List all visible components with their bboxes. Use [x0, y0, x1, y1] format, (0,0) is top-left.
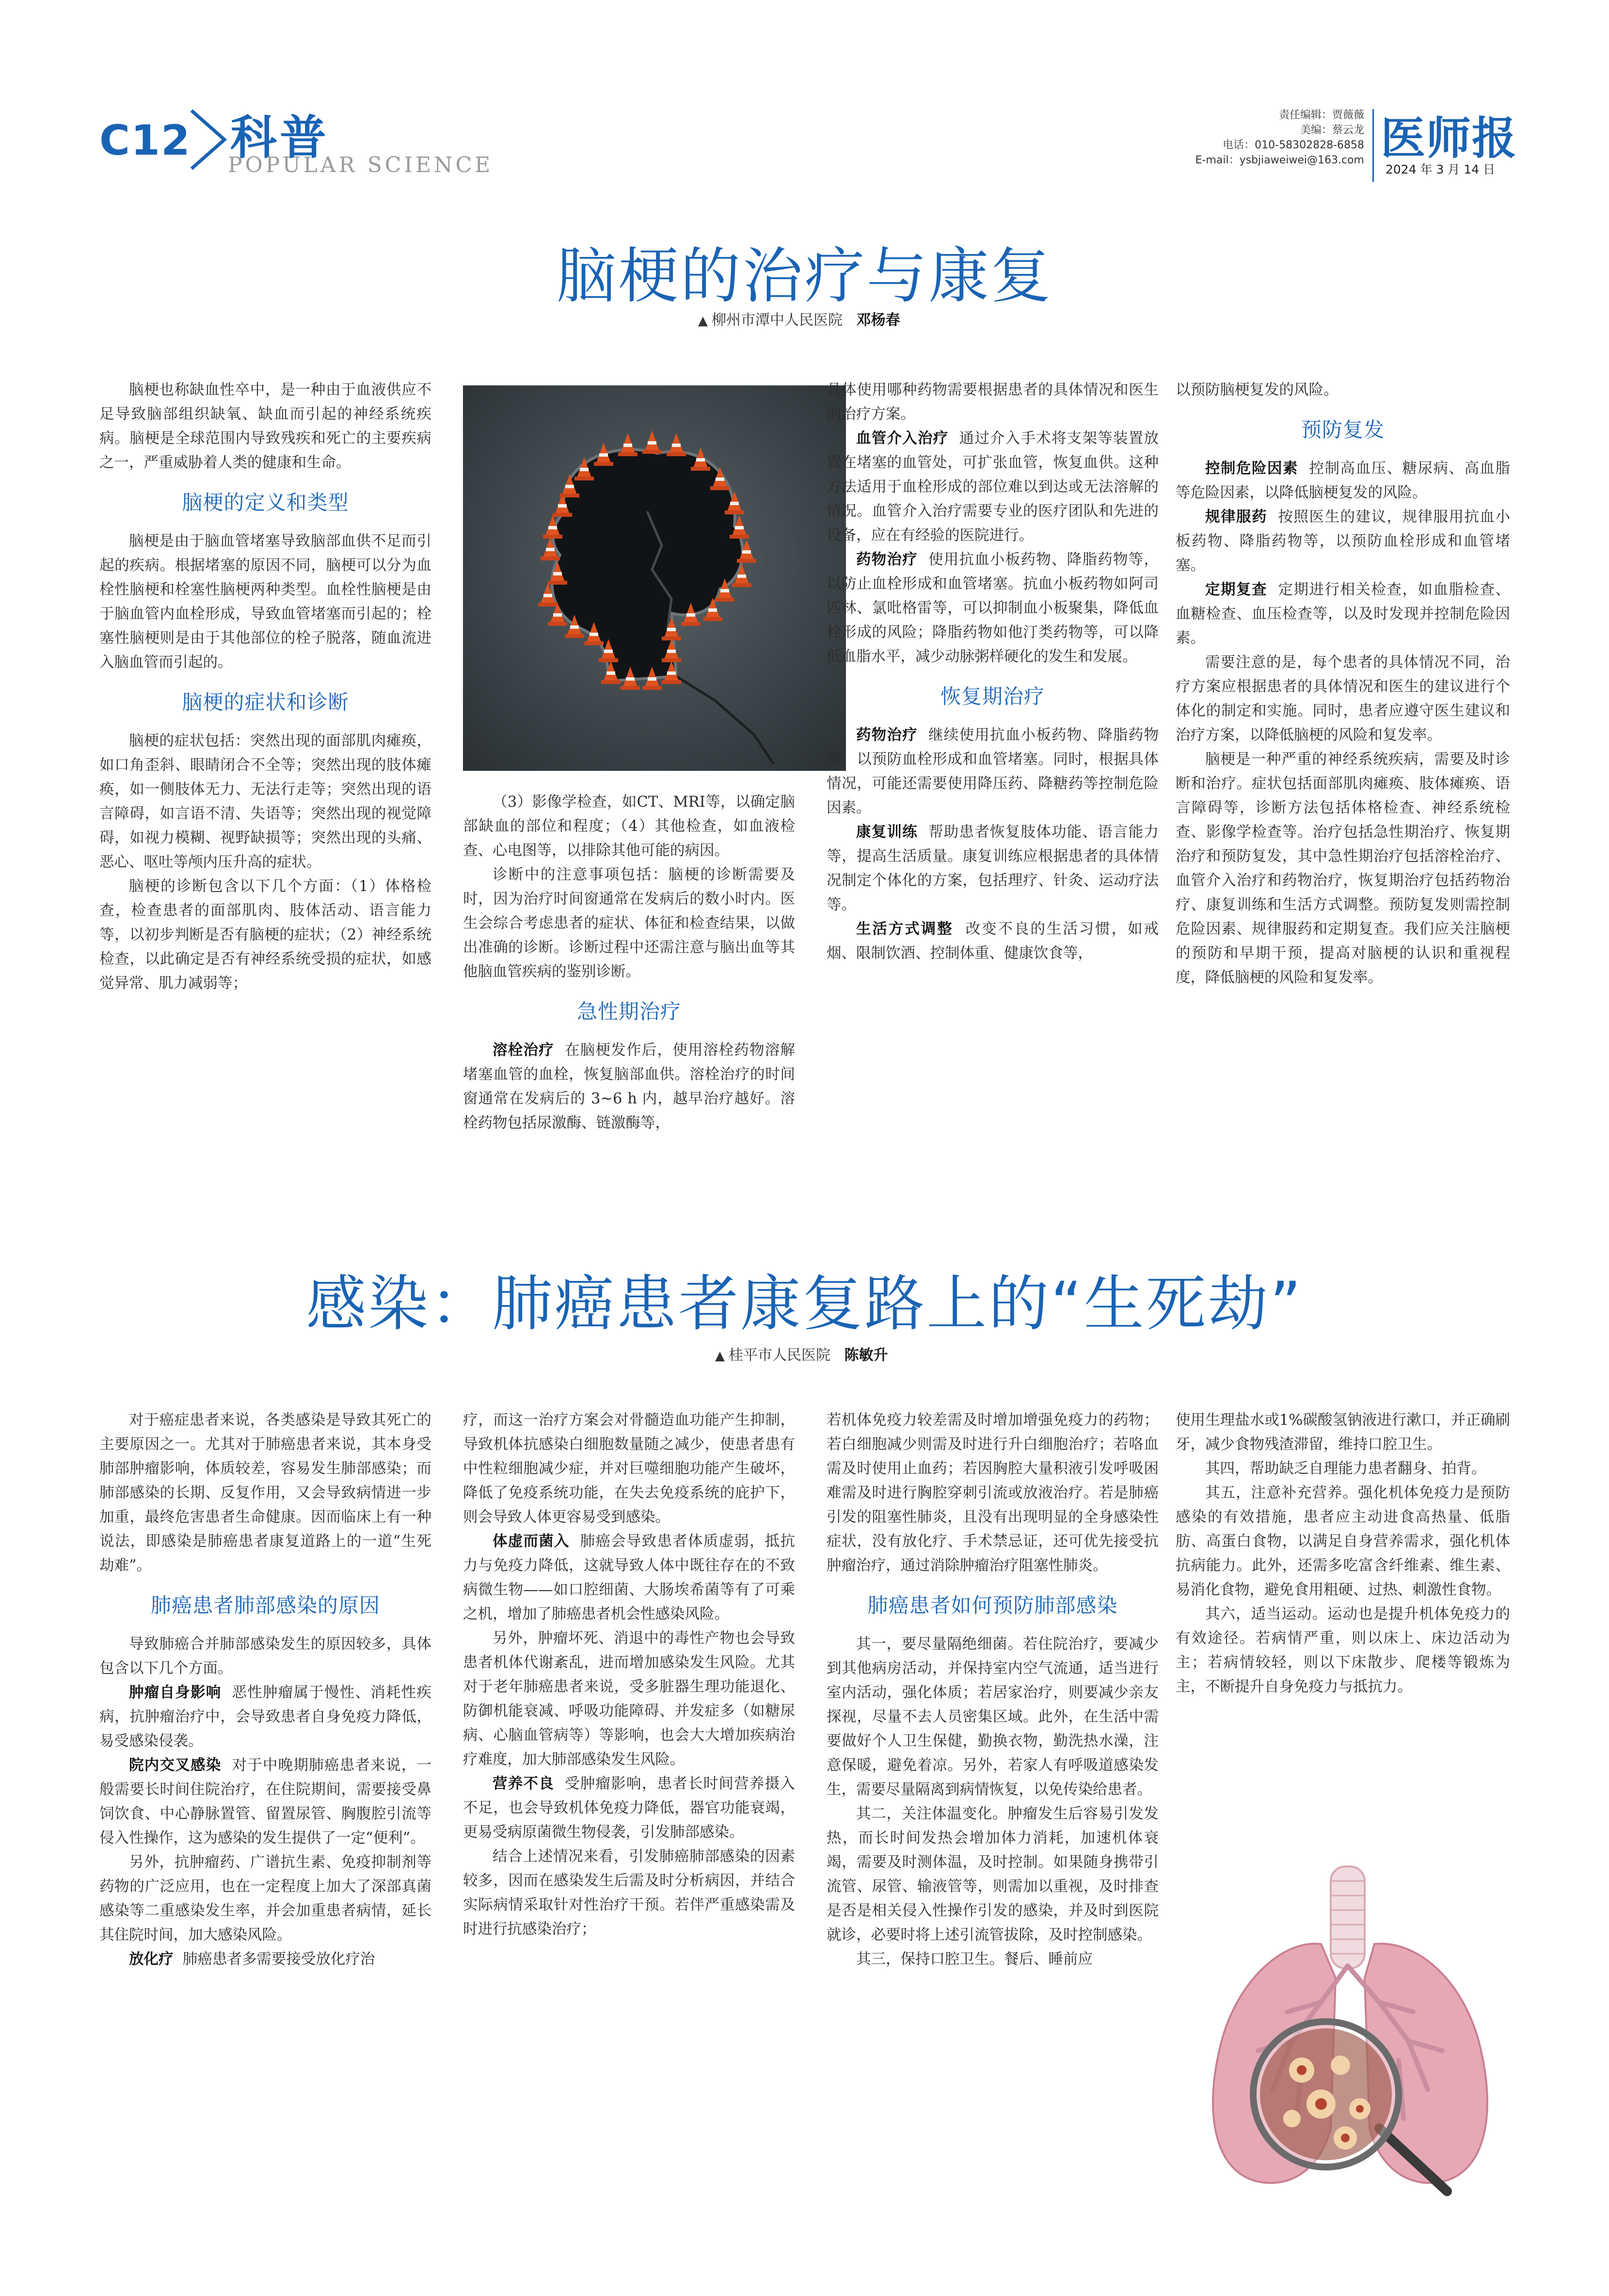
article1-byline	[698, 308, 900, 329]
paragraph: 其三，保持口腔卫生。餐后、睡前应	[856, 1951, 1093, 1968]
paragraph-text: 恶性肿瘤属于慢性、消耗性疾病，抗肿瘤治疗中，会导致患者自身免疫力降低，易受感染侵袭。	[99, 1684, 431, 1750]
article2-column-1	[99, 1408, 431, 2232]
paragraph	[1176, 578, 1510, 651]
paragraph-text: 帮助患者恢复肢体功能、语言能力等，提高生活质量。康复训练应根据患者的具体情况制定个体化的方案，包括理疗、针灸、运动疗法等。	[827, 824, 1159, 913]
paragraph-label: 肿瘤自身影响	[129, 1684, 222, 1701]
paragraph: 其六，适当运动。运动也是提升机体免疫力的有效途径。若病情严重，则以床上、床边活动为主；若病情较轻，则以下床散步、爬楼等锻炼为主，不断提升自身免疫力与抵抗力。	[1176, 1606, 1510, 1695]
paragraph-text: 使用抗血小板药物、降脂药物等，以防止血栓形成和血管堵塞。抗血小板药物如阿司匹林、氯吡格雷等，可以抑制血小板聚集，降低血栓形成的风险；降脂药物如他汀类药物等，可以降低血脂水平，减少动脉粥样硬化的发生和发展。	[827, 551, 1159, 665]
byline-author: 邓杨春	[856, 312, 900, 329]
paragraph: 脑梗也称缺血性卒中，是一种由于血液供应不足导致脑部组织缺氧、缺血而引起的神经系统疾病。脑梗是全球范围内导致残疾和死亡的主要疾病之一，严重威胁着人类的健康和生命。	[99, 382, 431, 471]
paragraph	[827, 820, 1159, 917]
paragraph: 疗，而这一治疗方案会对骨髓造血功能产生抑制，导致机体抗感染白细胞数量随之减少，使患者患有中性粒细胞减少症，并对巨噬细胞功能产生破坏，降低了免疫系统功能，在失去免疫系统的庇护下，则会导致人体更容易受到感染。	[463, 1412, 795, 1526]
article1-column-1	[99, 378, 431, 1231]
triangle-icon: ▲	[715, 1349, 725, 1363]
subheading: 脑梗的定义和类型	[182, 491, 349, 514]
article1-headline: 脑梗的治疗与康复	[556, 241, 1053, 311]
paragraph-label: 康复训练	[856, 824, 918, 841]
paragraph: 其五，注意补充营养。强化机体免疫力是预防感染的有效措施，患者应主动进食高热量、低脂肪、高蛋白食物，以满足自身营养需求，强化机体抗病能力。此外，还需多吃富含纤维素、维生素、易消化食物，避免食用粗硬、过热、刺激性食物。	[1176, 1484, 1510, 1598]
paragraph-text: 改变不良的生活习惯，如戒烟、限制饮酒、控制体重、健康饮食等，	[827, 921, 1159, 962]
paragraph-label: 药物治疗	[856, 727, 918, 744]
subheading: 肺癌患者肺部感染的原因	[150, 1594, 380, 1617]
paragraph-text: 控制高血压、糖尿病、高血脂等危险因素，以降低脑梗复发的风险。	[1176, 460, 1510, 501]
subheading: 脑梗的症状和诊断	[182, 690, 349, 714]
paragraph-label: 定期复查	[1205, 581, 1268, 598]
paragraph-text: 肺癌会导致患者体质虚弱，抵抗力与免疫力降低，这就导致人体中既往存在的不致病微生物——如口腔细菌、大肠埃希菌等有了可乘之机，增加了肺癌患者机会性感染风险。	[463, 1533, 795, 1623]
paragraph	[1176, 457, 1510, 505]
paragraph-label: 放化疗	[129, 1951, 174, 1968]
paragraph: 其四，帮助缺乏自理能力患者翻身、拍背。	[1205, 1460, 1486, 1477]
paragraph: （3）影像学检查，如CT、MRI等，以确定脑部缺血的部位和程度；（4）其他检查，如血液检查、心电图等，以排除其他可能的病因。	[463, 794, 795, 859]
paragraph: 脑梗是一种严重的神经系统疾病，需要及时诊断和治疗。症状包括面部肌肉瘫痪、肢体瘫痪、语言障碍等，诊断方法包括体格检查、神经系统检查、影像学检查等。治疗包括急性期治疗、恢复期治疗和预防复发，其中急性期治疗包括溶栓治疗、血管介入治疗和药物治疗，恢复期治疗包括药物治疗、康复训练和生活方式调整。预防复发则需控制危险因素、规律服药和定期复查。我们应关注脑梗的预防和早期干预，提高对脑梗的认识和重视程度，降低脑梗的风险和复发率。	[1176, 751, 1510, 986]
paragraph: 具体使用哪种药物需要根据患者的具体情况和医生的治疗方案。	[827, 382, 1159, 423]
paragraph: 脑梗的症状包括：突然出现的面部肌肉瘫痪，如口角歪斜、眼睛闭合不全等；突然出现的肢体瘫痪，如一侧肢体无力、无法行走等；突然出现的语言障碍，如言语不清、失语等；突然出现的视觉障碍，如视力模糊、视野缺损等；突然出现的头痛、恶心、呕吐等颅内压升高的症状。	[99, 733, 431, 871]
paragraph	[463, 1038, 795, 1135]
lungs-magnifier-illustration	[1176, 1857, 1525, 2206]
paragraph-text: 定期进行相关检查，如血脂检查、血糖检查、血压检查等，以及时发现并控制危险因素。	[1176, 581, 1510, 647]
paragraph	[827, 723, 1159, 820]
paragraph-text: 在脑梗发作后，使用溶栓药物溶解堵塞血管的血栓，恢复脑部血供。溶栓治疗的时间窗通常在发病后的 3~6 h 内，越早治疗越好。溶栓药物包括尿激酶、链激酶等，	[463, 1042, 795, 1132]
paragraph-label: 药物治疗	[856, 551, 918, 568]
page-number: C12	[99, 116, 191, 165]
paragraph-label: 血管介入治疗	[856, 430, 949, 447]
paragraph-label: 溶栓治疗	[493, 1042, 555, 1059]
paragraph: 使用生理盐水或1%碳酸氢钠液进行漱口，并正确刷牙，减少食物残渣滞留，维持口腔卫生。	[1176, 1412, 1510, 1453]
paragraph-label: 生活方式调整	[856, 921, 954, 938]
paragraph: 若机体免疫力较差需及时增加增强免疫力的药物；若白细胞减少则需及时进行升白细胞治疗；若咯血需及时使用止血药；若因胸腔大量积液引发呼吸困难需及时进行胸腔穿刺引流或放液治疗。若是肺癌引发的阻塞性肺炎，且没有出现明显的全身感染性症状，没有放化疗、手术禁忌证，还可优先接受抗肿瘤治疗，通过消除肿瘤治疗阻塞性肺炎。	[827, 1412, 1159, 1574]
paragraph: 其二，关注体温变化。肿瘤发生后容易引发发热，而长时间发热会增加体力消耗，加速机体衰竭，需要及时测体温，及时控制。如果随身携带引流管、尿管、输液管等，则需加以重视，及时排查是否是相关侵入性操作引发的感染，并及时到医院就诊，必要时将上述引流管拔除，及时控制感染。	[827, 1805, 1159, 1944]
article2-column-4	[1176, 1408, 1510, 1845]
paragraph-text: 继续使用抗血小板药物、降脂药物等，以预防血栓形成和血管堵塞。同时，根据具体情况，可能还需要使用降压药、降糖药等控制危险因素。	[827, 727, 1159, 816]
paragraph: 脑梗的诊断包含以下几个方面：（1）体格检查，检查患者的面部肌肉、肢体活动、语言能力等，以初步判断是否有脑梗的症状；（2）神经系统检查，以此确定是否有神经系统受损的症状，如感觉异常、肌力减弱等；	[99, 878, 431, 992]
newspaper-logo: 医师报	[1381, 112, 1518, 164]
paragraph: 另外，抗肿瘤药、广谱抗生素、免疫抑制剂等药物的广泛应用，也在一定程度上加大了深部真菌感染等二重感染发生率，并会加重患者病情，延长其住院时间，加大感染风险。	[99, 1854, 431, 1944]
article1-column-2	[463, 790, 795, 1231]
paragraph	[827, 917, 1159, 966]
paragraph: 脑梗是由于脑血管堵塞导致脑部血供不足而引起的疾病。根据堵塞的原因不同，脑梗可以分为血栓性脑梗和栓塞性脑梗两种类型。血栓性脑梗是由于脑血管内血栓形成，导致血管堵塞而引起的；栓塞性脑梗则是由于其他部位的栓子脱落，随血流进入脑血管而引起的。	[99, 533, 431, 671]
paragraph: 对于癌症患者来说，各类感染是导致其死亡的主要原因之一。尤其对于肺癌患者来说，其本身受肺部肿瘤影响，体质较差，容易发生肺部感染；而肺部感染的长期、反复作用，又会导致病情进一步加重，最终危害患者生命健康。因而临床上有一种说法，即感染是肺癌患者康复道路上的一道“生死劫难”。	[99, 1412, 431, 1574]
paragraph: 以预防脑梗复发的风险。	[1176, 382, 1338, 399]
byline-org: 柳州市潭中人民医院	[712, 312, 843, 329]
paragraph-label: 规律服药	[1205, 509, 1268, 526]
article1-column-3	[827, 378, 1159, 1231]
credit-email: E-mail：ysbjiaweiwei@163.com	[1195, 154, 1364, 166]
editor-credits	[1093, 108, 1364, 168]
article2-column-3	[827, 1408, 1159, 2232]
subheading: 预防复发	[1301, 418, 1385, 442]
paragraph	[827, 427, 1159, 548]
paragraph-label: 院内交叉感染	[129, 1757, 222, 1774]
credit-editor: 责任编辑：贾薇薇	[1278, 109, 1364, 121]
paragraph	[463, 1530, 795, 1626]
paragraph-text: 对于中晚期肺癌患者来说，一般需要长时间住院治疗，在住院期间，需要接受鼻饲饮食、中心静脉置管、留置尿管、胸腹腔引流等侵入性操作，这为感染的发生提供了一定“便利”。	[99, 1757, 431, 1847]
triangle-icon: ▲	[698, 314, 708, 328]
chevron-right-icon	[187, 108, 230, 172]
byline-org: 桂平市人民医院	[729, 1347, 830, 1364]
masthead-divider	[1372, 109, 1374, 182]
credit-designer: 美编：蔡云龙	[1300, 124, 1364, 136]
section-title: 科普	[230, 111, 329, 165]
article2-headline: 感染：肺癌患者康复路上的“生死劫”	[306, 1269, 1303, 1339]
byline-author: 陈敏升	[844, 1347, 888, 1364]
paragraph	[99, 1681, 431, 1754]
paragraph	[827, 548, 1159, 669]
paragraph: 另外，肿瘤坏死、消退中的毒性产物也会导致患者机体代谢紊乱，进而增加感染发生风险。尤其对于老年肺癌患者来说，受多脏器生理功能退化、防御机能衰减、呼吸功能障碍、并发症多（如糖尿病、心脑血管病等）等影响，也会大大增加疾病治疗难度，加大肺部感染发生风险。	[463, 1630, 795, 1768]
article1-column-4	[1176, 378, 1510, 1231]
paragraph-text: 按照医生的建议，规律服用抗血小板药物、降脂药物等，以预防血栓形成和血管堵塞。	[1176, 509, 1510, 574]
paragraph: 其一，要尽量隔绝细菌。若住院治疗，要减少到其他病房活动，并保持室内空气流通，适当进行室内活动，强化体质；若居家治疗，则要减少亲友探视，尽量不去人员密集区域。此外，在生活中需要做好个人卫生保健，勤换衣物，勤洗热水澡，注意保暖，避免着凉。另外，若家人有呼吸道感染发生，需要尽量隔离到病情恢复，以免传染给患者。	[827, 1636, 1159, 1798]
traffic-cones-brain-illustration	[463, 385, 846, 771]
subheading: 恢复期治疗	[940, 685, 1045, 708]
section-subtitle: POPULAR SCIENCE	[228, 153, 494, 177]
paragraph: 诊断中的注意事项包括：脑梗的诊断需要及时，因为治疗时间窗通常在发病后的数小时内。医生会综合考虑患者的症状、体征和检查结果，以做出准确的诊断。诊断过程中还需注意与脑出血等其他脑血管疾病的鉴别诊断。	[463, 866, 795, 980]
subheading: 急性期治疗	[576, 1000, 681, 1023]
article2-byline	[715, 1343, 888, 1364]
paragraph	[1176, 505, 1510, 578]
credit-phone: 电话：010-58302828-6858	[1223, 139, 1364, 151]
paragraph	[99, 1947, 431, 1972]
paragraph-text: 受肿瘤影响，患者长时间营养摄入不足，也会导致机体免疫力降低，器官功能衰竭，更易受病原菌微生物侵袭，引发肺部感染。	[463, 1775, 795, 1841]
paragraph-label: 控制危险因素	[1205, 460, 1299, 477]
paragraph-label: 营养不良	[493, 1775, 555, 1792]
paragraph	[463, 1772, 795, 1845]
paragraph-text: 通过介入手术将支架等装置放置在堵塞的血管处，可扩张血管，恢复血供。这种方法适用于血栓形成的部位难以到达或无法溶解的情况。血管介入治疗需要专业的医疗团队和先进的设备，应在有经验的医院进行。	[827, 430, 1159, 544]
paragraph: 导致肺癌合并肺部感染发生的原因较多，具体包含以下几个方面。	[99, 1636, 431, 1677]
paragraph	[99, 1754, 431, 1850]
paragraph: 结合上述情况来看，引发肺癌肺部感染的因素较多，因而在感染发生后需及时分析病因，并结合实际病情采取针对性治疗干预。若伴严重感染需及时进行抗感染治疗；	[463, 1848, 795, 1938]
issue-date: 2024 年 3 月 14 日	[1386, 162, 1496, 176]
article2-column-2	[463, 1408, 795, 2232]
paragraph-text: 肺癌患者多需要接受放化疗治	[182, 1951, 375, 1968]
paragraph-label: 体虚而菌入	[493, 1533, 570, 1550]
paragraph: 需要注意的是，每个患者的具体情况不同，治疗方案应根据患者的具体情况和医生的建议进行个体化的制定和实施。同时，患者应遵守医生建议和治疗方案，以降低脑梗的风险和复发率。	[1176, 654, 1510, 744]
subheading: 肺癌患者如何预防肺部感染	[867, 1594, 1118, 1617]
